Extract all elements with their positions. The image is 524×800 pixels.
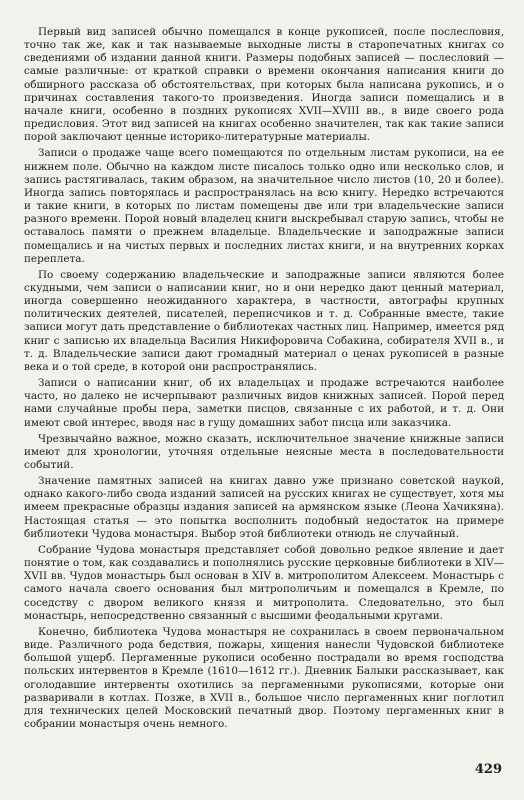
paragraph-5: Чрезвычайно важное, можно сказать, исключительное значение книжные записи имеют для хронологии, уточняя отдельные неясные места в последовательности событий. xyxy=(24,432,504,471)
paragraph-8: Конечно, библиотека Чудова монастыря не сохранилась в своем первоначальном виде. Различного рода бедствия, пожары, хищения нанесли Чудовской библиотеке большой ущерб. Пергаменные рукописи особенно пострадали во время господства польских интервентов в Кремле (1610—1612 гг.). Дневник Балыки рассказывает, как оголодавшие интервенты охотились за пергаменными рукописями, которые они разваривали в котлах. Позже, в XVII в., большое число пергаменных книг поглотил для технических целей Московский печатный двор. Поэтому пергаменных книг в собрании монастыря очень немного. xyxy=(24,625,504,730)
paragraph-6: Значение памятных записей на книгах давно уже признано советской наукой, однако какого-либо свода изданий записей на русских книгах не существует, хотя мы имеем прекрасные образцы издания записей на армянском языке (Леона Хачикяна). Настоящая статья — это попытка восполнить подобный недостаток на примере библиотеки Чудова монастыря. Выбор этой библиотеки отнюдь не случайный. xyxy=(24,475,504,540)
page-number: 429 xyxy=(474,762,502,777)
paragraph-2: Записи о продаже чаще всего помещаются по отдельным листам рукописи, на ее нижнем поле. Обычно на каждом листе писалось только одно или несколько слов, и запись растягивалась, таким образом, на значительное число листов (10, 20 и более). Иногда запись повторялась и распространялась на всю книгу. Нередко встречаются и такие книги, в которых по листам помещены две или три владельческие записи разного времени. Порой новый владелец книги выскребывал старую запись, чтобы не оставалось памяти о прежнем владельце. Владельческие и заподражные записи помещались и на чистых первых и последних листах книги, и на внутренних корках переплета. xyxy=(24,147,504,265)
paragraph-7: Собрание Чудова монастыря представляет собой довольно редкое явление и дает понятие о том, как создавались и пополнялись русские церковные библиотеки в XIV—XVII вв. Чудов монастырь был основан в XIV в. митрополитом Алексеем. Монастырь с самого начала своего основания был митрополичьим и помещался в Кремле, по соседству с двором великого князя и митрополита. Следовательно, это был монастырь, непосредственно связанный с высшими феодальными кругами. xyxy=(24,543,504,622)
paragraph-3: По своему содержанию владельческие и заподражные записи являются более скудными, чем записи о написании книг, но и они нередко дают ценный материал, иногда совершенно неожиданного характера, в частности, автографы крупных политических деятелей, писателей, переписчиков и т. д. Собранные вместе, такие записи могут дать представление о библиотеках частных лиц. Например, имеется ряд книг с записью их владельца Василия Никифоровича Собакина, собирателя XVII в., и т. д. Владельческие записи дают громадный материал о ценах рукописей в разные века и о той среде, в которой они распространялись. xyxy=(24,268,504,373)
page-body xyxy=(24,26,504,734)
paragraph-4: Записи о написании книг, об их владельцах и продаже встречаются наиболее часто, но далеко не исчерпывают различных видов книжных записей. Порой перед нами случайные пробы пера, заметки писцов, связанные с их работой, и т. д. Они имеют свой интерес, вводя нас в гущу домашних забот писца или заказчика. xyxy=(24,377,504,429)
paragraph-1: Первый вид записей обычно помещался в конце рукописей, после послесловия, точно так же, как и так называемые выходные листы в старопечатных книгах со сведениями об издании данной книги. Размеры подобных записей — послесловий — самые различные: от краткой справки о времени окончания написания книги до обширного рассказа об обстоятельствах, при которых была написана рукопись, и о причинах составления такого-то произведения. Иногда записи помещались и в начале книги, особенно в поздних рукописях XVII—XVIII вв., в виде своего рода предисловия. Этот вид записей на книгах особенно значителен, так как такие записи порой заключают ценные историко-литературные материалы. xyxy=(24,26,504,144)
